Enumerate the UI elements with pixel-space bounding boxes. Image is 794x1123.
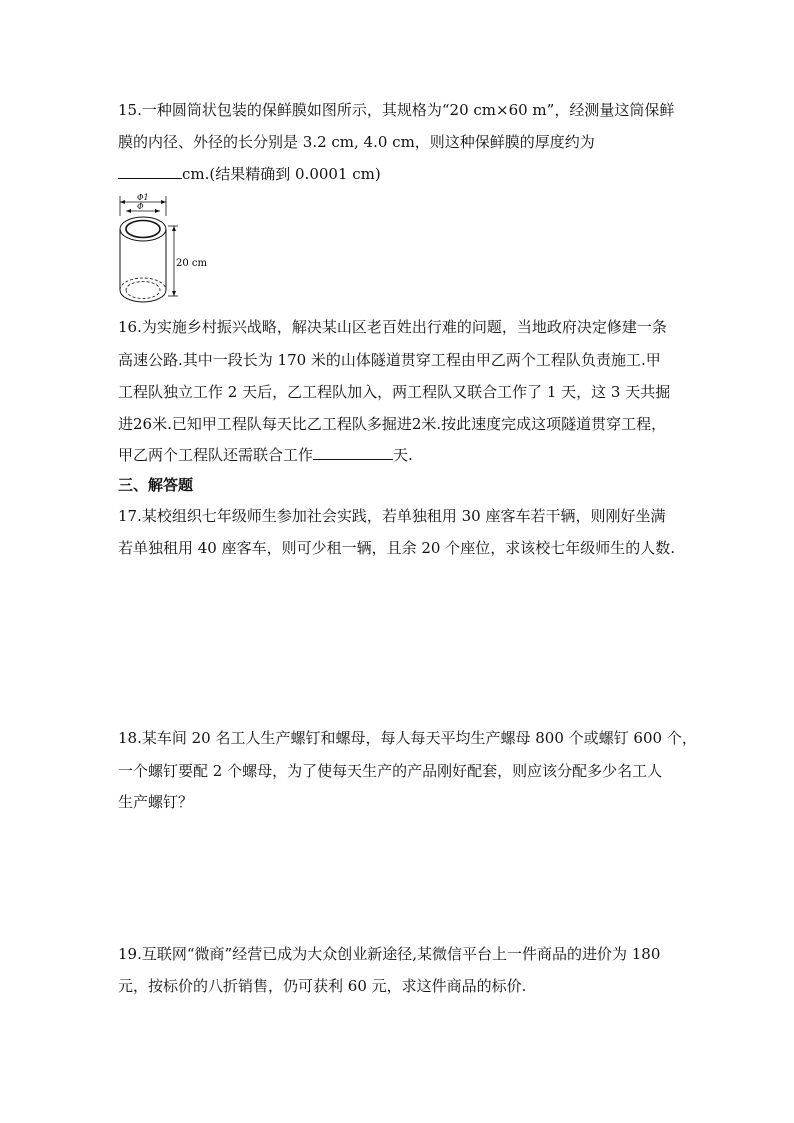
height-label: 20 cm	[176, 258, 207, 269]
q15-line-3-text: cm.(结果精确到 0.0001 cm)	[182, 165, 381, 183]
cylinder-bottom-inner	[126, 282, 160, 299]
answer-blank-q16[interactable]	[313, 445, 393, 460]
arrow-down-icon	[172, 291, 176, 296]
arrow-inner-left-icon	[126, 209, 131, 213]
q16-line-4: 进26米.已知甲工程队每天比乙工程队多掘进2米.按此速度完成这项隧道贯穿工程，	[118, 415, 667, 433]
arrow-up-icon	[172, 226, 176, 231]
q16-line-5-prefix: 甲乙两个工程队还需联合工作	[118, 446, 314, 464]
q18-line-2: 一个螺钉要配 2 个螺母，为了使每天生产的产品刚好配套，则应该分配多少名工人	[118, 762, 663, 780]
outer-diameter-label: Φ1	[137, 193, 149, 202]
cylinder-bottom-back	[120, 278, 166, 290]
q19-line-1: 19.互联网“微商”经营已成为大众创业新途径,某微信平台上一件商品的进价为 180	[118, 945, 661, 963]
q16-line-3: 工程队独立工作 2 天后，乙工程队加入，两工程队又联合工作了 1 天，这 3 天共掘	[118, 383, 671, 401]
q15-line-3	[118, 164, 381, 184]
q16-line-1: 16.为实施乡村振兴战略，解决某山区老百姓出行难的问题，当地政府决定修建一条	[118, 318, 667, 336]
arrow-right-icon	[161, 200, 166, 204]
q18-line-3: 生产螺钉？	[118, 793, 194, 811]
cylinder-top-inner	[126, 221, 160, 238]
inner-diameter-label: Φ	[137, 202, 144, 211]
q15-line-1: 15.一种圆筒状包装的保鲜膜如图所示，其规格为“20 cm×60 m”，经测量这筒保鲜	[118, 101, 675, 119]
arrow-left-icon	[120, 200, 125, 204]
q17-line-2: 若单独租用 40 座客车，则可少租一辆，且余 20 个座位，求该校七年级师生的人数.	[118, 539, 676, 557]
arrow-inner-right-icon	[155, 209, 160, 213]
answer-blank-q15[interactable]	[118, 164, 182, 179]
section-heading: 三、解答题	[118, 476, 194, 494]
q17-line-1: 17.某校组织七年级师生参加社会实践，若单独租用 30 座客车若干辆，则刚好坐满	[118, 507, 666, 525]
q16-line-5	[118, 445, 413, 465]
cylinder-figure	[112, 192, 222, 304]
q19-line-2: 元，按标价的八折销售，仍可获利 60 元，求这件商品的标价.	[118, 977, 527, 995]
q18-line-1: 18.某车间 20 名工人生产螺钉和螺母，每人每天平均生产螺母 800 个或螺钉 600 个，	[118, 729, 697, 747]
q16-line-5-suffix: 天.	[393, 446, 413, 464]
q15-line-2: 膜的内径、外径的长分别是 3.2 cm, 4.0 cm，则这种保鲜膜的厚度约为	[118, 133, 595, 151]
cylinder-bottom-front	[120, 290, 166, 302]
q16-line-2: 高速公路.其中一段长为 170 米的山体隧道贯穿工程由甲乙两个工程队负责施工.甲	[118, 351, 661, 369]
